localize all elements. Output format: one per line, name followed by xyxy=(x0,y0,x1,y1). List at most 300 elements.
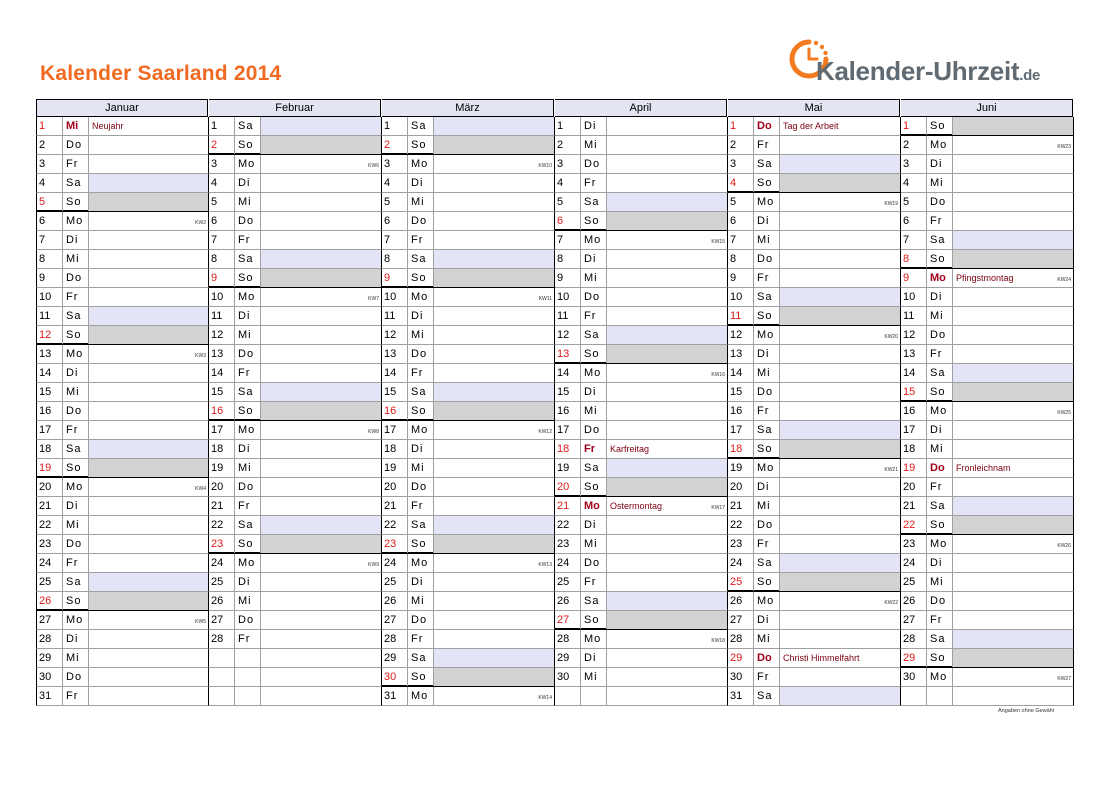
weekday-name: Mo xyxy=(62,212,87,230)
weekday-name: Di xyxy=(926,554,951,572)
week-number: KW21 xyxy=(884,467,898,473)
day-number: 20 xyxy=(384,481,397,493)
week-number: KW27 xyxy=(1057,676,1071,682)
month-column xyxy=(901,99,1074,707)
weekday-name: Mi xyxy=(62,383,87,401)
note-cell xyxy=(952,459,1073,477)
day-row xyxy=(36,554,209,573)
weekday-name: Sa xyxy=(580,193,605,211)
day-row xyxy=(36,117,209,136)
note-cell xyxy=(606,383,727,401)
day-row xyxy=(36,516,209,535)
note-cell xyxy=(952,364,1073,382)
note-cell xyxy=(606,478,727,496)
note-cell xyxy=(779,383,900,401)
day-row xyxy=(36,288,209,307)
day-number: 8 xyxy=(557,253,564,265)
day-number: 25 xyxy=(211,576,224,588)
note-cell xyxy=(433,117,554,135)
day-number: 24 xyxy=(211,557,224,569)
weekday-name: Sa xyxy=(753,421,778,439)
day-number: 11 xyxy=(39,310,51,322)
weekday-name: Di xyxy=(407,174,432,192)
day-number: 30 xyxy=(384,671,397,683)
day-row xyxy=(209,516,382,535)
weekday-name: So xyxy=(926,250,951,268)
day-row xyxy=(382,383,555,402)
note-cell xyxy=(779,687,900,705)
weekday-name: Fr xyxy=(753,668,778,686)
day-number: 23 xyxy=(211,538,224,550)
note-cell xyxy=(260,155,381,173)
note-cell xyxy=(433,421,554,439)
weekday-name: Mi xyxy=(234,592,259,610)
day-number: 5 xyxy=(730,196,737,208)
note-cell xyxy=(433,326,554,344)
day-row xyxy=(555,630,728,649)
day-row xyxy=(382,174,555,193)
note-cell xyxy=(606,611,727,629)
month-column xyxy=(382,99,555,707)
day-row xyxy=(728,155,901,174)
week-number: KW10 xyxy=(538,163,552,169)
weekday-name: Fr xyxy=(580,573,605,591)
note-cell xyxy=(88,383,208,401)
weekday-name: Do xyxy=(926,326,951,344)
note-cell xyxy=(952,554,1073,572)
weekday-name: Di xyxy=(407,307,432,325)
day-row xyxy=(555,440,728,459)
day-number: 10 xyxy=(384,291,397,303)
day-row xyxy=(901,459,1074,478)
note-cell xyxy=(433,668,554,686)
weekday-name: Sa xyxy=(62,440,87,458)
empty-cell xyxy=(260,649,381,667)
day-row xyxy=(36,497,209,516)
day-number: 10 xyxy=(39,291,52,303)
note-cell xyxy=(260,193,381,211)
day-number: 17 xyxy=(384,424,397,436)
empty-cell xyxy=(580,687,605,705)
note-cell xyxy=(433,573,554,591)
empty-cell xyxy=(926,687,951,705)
day-row xyxy=(36,155,209,174)
day-row xyxy=(36,326,209,345)
weekday-name: Fr xyxy=(407,231,432,249)
day-row xyxy=(209,478,382,497)
week-number: KW18 xyxy=(711,638,725,644)
week-number: KW19 xyxy=(884,201,898,207)
day-number: 3 xyxy=(39,158,46,170)
weekday-name: Di xyxy=(580,250,605,268)
weekday-name: Fr xyxy=(580,440,605,458)
note-cell xyxy=(433,136,554,154)
day-number: 8 xyxy=(384,253,391,265)
note-cell xyxy=(88,307,208,325)
month-header: Mai xyxy=(728,99,900,117)
weekday-name: So xyxy=(234,402,259,420)
day-number: 16 xyxy=(384,405,397,417)
note-cell xyxy=(88,611,208,629)
day-number: 11 xyxy=(211,310,223,322)
day-row xyxy=(901,155,1074,174)
day-row xyxy=(36,478,209,497)
weekday-name: So xyxy=(407,269,432,287)
day-row xyxy=(901,573,1074,592)
day-row xyxy=(728,554,901,573)
weekday-name: So xyxy=(753,573,778,591)
weekday-name: Mo xyxy=(753,459,778,477)
day-row xyxy=(901,440,1074,459)
day-row xyxy=(209,269,382,288)
weekday-name: Mo xyxy=(407,288,432,306)
day-row xyxy=(555,383,728,402)
day-row xyxy=(728,421,901,440)
note-cell xyxy=(952,155,1073,173)
note-cell xyxy=(952,231,1073,249)
day-row xyxy=(901,307,1074,326)
weekday-name: Sa xyxy=(234,117,259,135)
weekday-name: Fr xyxy=(580,174,605,192)
weekday-name: So xyxy=(62,592,87,610)
day-number: 15 xyxy=(730,386,743,398)
day-row xyxy=(555,345,728,364)
day-number: 14 xyxy=(730,367,743,379)
weekday-name: Mo xyxy=(407,155,432,173)
day-row xyxy=(36,402,209,421)
day-row xyxy=(382,136,555,155)
day-row xyxy=(382,364,555,383)
note-cell xyxy=(779,136,900,154)
day-row xyxy=(382,421,555,440)
note-cell xyxy=(88,535,208,553)
note-cell xyxy=(952,402,1073,420)
weekday-name: Sa xyxy=(926,231,951,249)
note-cell xyxy=(606,174,727,192)
weekday-name: Di xyxy=(234,573,259,591)
day-number: 7 xyxy=(384,234,391,246)
day-number: 23 xyxy=(903,538,916,550)
day-row xyxy=(555,269,728,288)
weekday-name: Fr xyxy=(234,364,259,382)
day-number: 1 xyxy=(730,120,737,132)
day-row xyxy=(728,459,901,478)
day-number: 7 xyxy=(730,234,737,246)
weekday-name: Do xyxy=(62,136,87,154)
note-cell xyxy=(433,174,554,192)
note-cell xyxy=(779,440,900,458)
day-row xyxy=(382,212,555,231)
note-cell xyxy=(88,288,208,306)
day-row xyxy=(382,592,555,611)
note-cell xyxy=(606,250,727,268)
day-number: 6 xyxy=(903,215,910,227)
note-cell xyxy=(952,307,1073,325)
day-number: 13 xyxy=(211,348,224,360)
note-cell xyxy=(779,516,900,534)
day-row xyxy=(728,117,901,136)
day-number: 16 xyxy=(730,405,743,417)
day-row xyxy=(728,440,901,459)
note-cell xyxy=(260,440,381,458)
day-row xyxy=(901,174,1074,193)
day-number: 22 xyxy=(211,519,224,531)
weekday-name: Mi xyxy=(234,459,259,477)
day-number: 16 xyxy=(39,405,52,417)
weekday-name: Di xyxy=(407,440,432,458)
note-cell xyxy=(433,554,554,572)
day-row xyxy=(382,326,555,345)
day-row xyxy=(382,668,555,687)
day-row xyxy=(36,383,209,402)
day-row xyxy=(728,497,901,516)
note-cell xyxy=(952,250,1073,268)
weekday-name: Fr xyxy=(926,345,951,363)
weekday-name: Do xyxy=(926,193,951,211)
week-number: KW3 xyxy=(195,353,206,359)
note-cell xyxy=(606,497,727,515)
note-cell xyxy=(260,364,381,382)
day-row xyxy=(728,345,901,364)
day-number: 6 xyxy=(384,215,391,227)
empty-cell xyxy=(952,687,1073,705)
day-row xyxy=(901,402,1074,421)
day-number: 3 xyxy=(384,158,391,170)
weekday-name: Di xyxy=(234,307,259,325)
note-cell xyxy=(606,345,727,363)
day-number: 21 xyxy=(730,500,743,512)
weekday-name: So xyxy=(234,535,259,553)
day-row xyxy=(36,136,209,155)
day-number: 20 xyxy=(903,481,916,493)
day-row xyxy=(209,440,382,459)
day-row xyxy=(901,364,1074,383)
weekday-name: Mi xyxy=(62,649,87,667)
day-row xyxy=(382,193,555,212)
day-row xyxy=(209,402,382,421)
day-number: 1 xyxy=(557,120,564,132)
day-number: 2 xyxy=(384,139,391,151)
day-number: 22 xyxy=(557,519,570,531)
note-cell xyxy=(88,478,208,496)
day-row xyxy=(382,611,555,630)
day-number: 22 xyxy=(903,519,916,531)
weekday-name: So xyxy=(926,117,951,135)
day-row xyxy=(555,250,728,269)
day-number: 30 xyxy=(557,671,570,683)
day-number: 2 xyxy=(211,139,218,151)
note-cell xyxy=(779,554,900,572)
day-number: 22 xyxy=(39,519,52,531)
note-cell xyxy=(88,687,208,705)
empty-cell xyxy=(234,668,259,686)
day-number: 8 xyxy=(903,253,910,265)
weekday-name: Mo xyxy=(580,630,605,648)
note-cell xyxy=(260,611,381,629)
note-cell xyxy=(260,592,381,610)
weekday-name: Mo xyxy=(407,421,432,439)
day-number: 12 xyxy=(557,329,570,341)
weekday-name: So xyxy=(926,516,951,534)
site-logo[interactable] xyxy=(782,34,1072,94)
day-row xyxy=(36,440,209,459)
week-number: KW26 xyxy=(1057,543,1071,549)
note-cell xyxy=(952,193,1073,211)
note-cell xyxy=(260,516,381,534)
day-number: 26 xyxy=(903,595,916,607)
note-cell xyxy=(952,326,1073,344)
weekday-name: Mo xyxy=(62,611,87,629)
weekday-name: Do xyxy=(62,269,87,287)
note-cell xyxy=(88,573,208,591)
weekday-name: Do xyxy=(580,288,605,306)
day-row xyxy=(901,592,1074,611)
note-cell xyxy=(779,269,900,287)
note-cell xyxy=(779,288,900,306)
day-row xyxy=(36,668,209,687)
weekday-name: Mi xyxy=(926,573,951,591)
day-number: 7 xyxy=(211,234,218,246)
weekday-name: Mi xyxy=(753,630,778,648)
day-number: 27 xyxy=(903,614,916,626)
weekday-name: Di xyxy=(234,174,259,192)
day-number: 23 xyxy=(730,538,743,550)
note-cell xyxy=(88,440,208,458)
day-number: 28 xyxy=(384,633,397,645)
note-cell xyxy=(433,630,554,648)
note-cell xyxy=(952,592,1073,610)
note-cell xyxy=(260,497,381,515)
day-number: 7 xyxy=(39,234,46,246)
day-row xyxy=(728,136,901,155)
day-number: 26 xyxy=(384,595,397,607)
weekday-name: So xyxy=(407,402,432,420)
weekday-name: So xyxy=(62,459,87,477)
note-cell xyxy=(606,668,727,686)
note-cell xyxy=(606,117,727,135)
day-row xyxy=(555,174,728,193)
day-row xyxy=(382,231,555,250)
day-row xyxy=(209,326,382,345)
day-number: 28 xyxy=(39,633,52,645)
weekday-name: Mo xyxy=(234,554,259,572)
weekday-name: Mo xyxy=(926,535,951,553)
day-row xyxy=(901,250,1074,269)
week-number: KW2 xyxy=(195,220,206,226)
day-number: 9 xyxy=(557,272,564,284)
day-row xyxy=(901,193,1074,212)
day-row xyxy=(36,630,209,649)
day-row xyxy=(36,193,209,212)
day-row xyxy=(382,440,555,459)
note-cell xyxy=(88,136,208,154)
note-cell xyxy=(433,687,554,705)
day-row xyxy=(728,193,901,212)
day-row xyxy=(209,117,382,136)
note-cell xyxy=(606,136,727,154)
note-cell xyxy=(260,383,381,401)
day-row xyxy=(382,307,555,326)
weekday-name: Do xyxy=(62,668,87,686)
note-cell xyxy=(952,440,1073,458)
note-cell xyxy=(779,212,900,230)
note-cell xyxy=(433,649,554,667)
weekday-name: So xyxy=(580,345,605,363)
day-number: 24 xyxy=(384,557,397,569)
empty-cell xyxy=(606,687,727,705)
weekday-name: Sa xyxy=(62,307,87,325)
day-number: 12 xyxy=(211,329,224,341)
note-cell xyxy=(260,478,381,496)
weekday-name: Fr xyxy=(62,421,87,439)
note-cell xyxy=(88,459,208,477)
note-cell xyxy=(88,421,208,439)
day-row xyxy=(36,174,209,193)
weekday-name: Mi xyxy=(62,516,87,534)
day-number: 8 xyxy=(39,253,46,265)
weekday-name: Fr xyxy=(753,269,778,287)
note-cell xyxy=(606,554,727,572)
day-row xyxy=(901,668,1074,687)
note-cell xyxy=(952,117,1073,135)
week-number: KW13 xyxy=(538,562,552,568)
day-row xyxy=(555,212,728,231)
day-number: 18 xyxy=(211,443,224,455)
note-cell xyxy=(606,288,727,306)
week-number: KW15 xyxy=(711,239,725,245)
empty-cell xyxy=(234,649,259,667)
day-number: 20 xyxy=(39,481,52,493)
day-number: 30 xyxy=(730,671,743,683)
note-cell xyxy=(952,383,1073,401)
day-number: 19 xyxy=(730,462,743,474)
weekday-name: Sa xyxy=(753,155,778,173)
day-row xyxy=(36,592,209,611)
day-row xyxy=(901,117,1074,136)
day-number: 22 xyxy=(384,519,397,531)
day-row xyxy=(555,402,728,421)
day-number: 5 xyxy=(39,196,46,208)
day-number: 21 xyxy=(211,500,224,512)
note-cell xyxy=(779,592,900,610)
weekday-name: Mo xyxy=(407,687,432,705)
day-number: 21 xyxy=(39,500,52,512)
day-number: 19 xyxy=(557,462,570,474)
day-row xyxy=(728,402,901,421)
weekday-name: So xyxy=(62,193,87,211)
day-row xyxy=(382,478,555,497)
day-row xyxy=(901,136,1074,155)
day-number: 5 xyxy=(903,196,910,208)
weekday-name: Di xyxy=(753,212,778,230)
weekday-name: Sa xyxy=(580,326,605,344)
day-row xyxy=(382,630,555,649)
week-number: KW16 xyxy=(711,372,725,378)
weekday-name: Fr xyxy=(234,231,259,249)
weekday-name: Sa xyxy=(753,554,778,572)
note-cell xyxy=(779,174,900,192)
day-row xyxy=(901,269,1074,288)
note-cell xyxy=(433,478,554,496)
day-number: 4 xyxy=(211,177,218,189)
day-number: 6 xyxy=(730,215,737,227)
weekday-name: Do xyxy=(926,592,951,610)
weekday-name: Sa xyxy=(926,630,951,648)
day-number: 5 xyxy=(384,196,391,208)
weekday-name: Mi xyxy=(580,668,605,686)
day-row xyxy=(901,535,1074,554)
note-cell xyxy=(779,326,900,344)
